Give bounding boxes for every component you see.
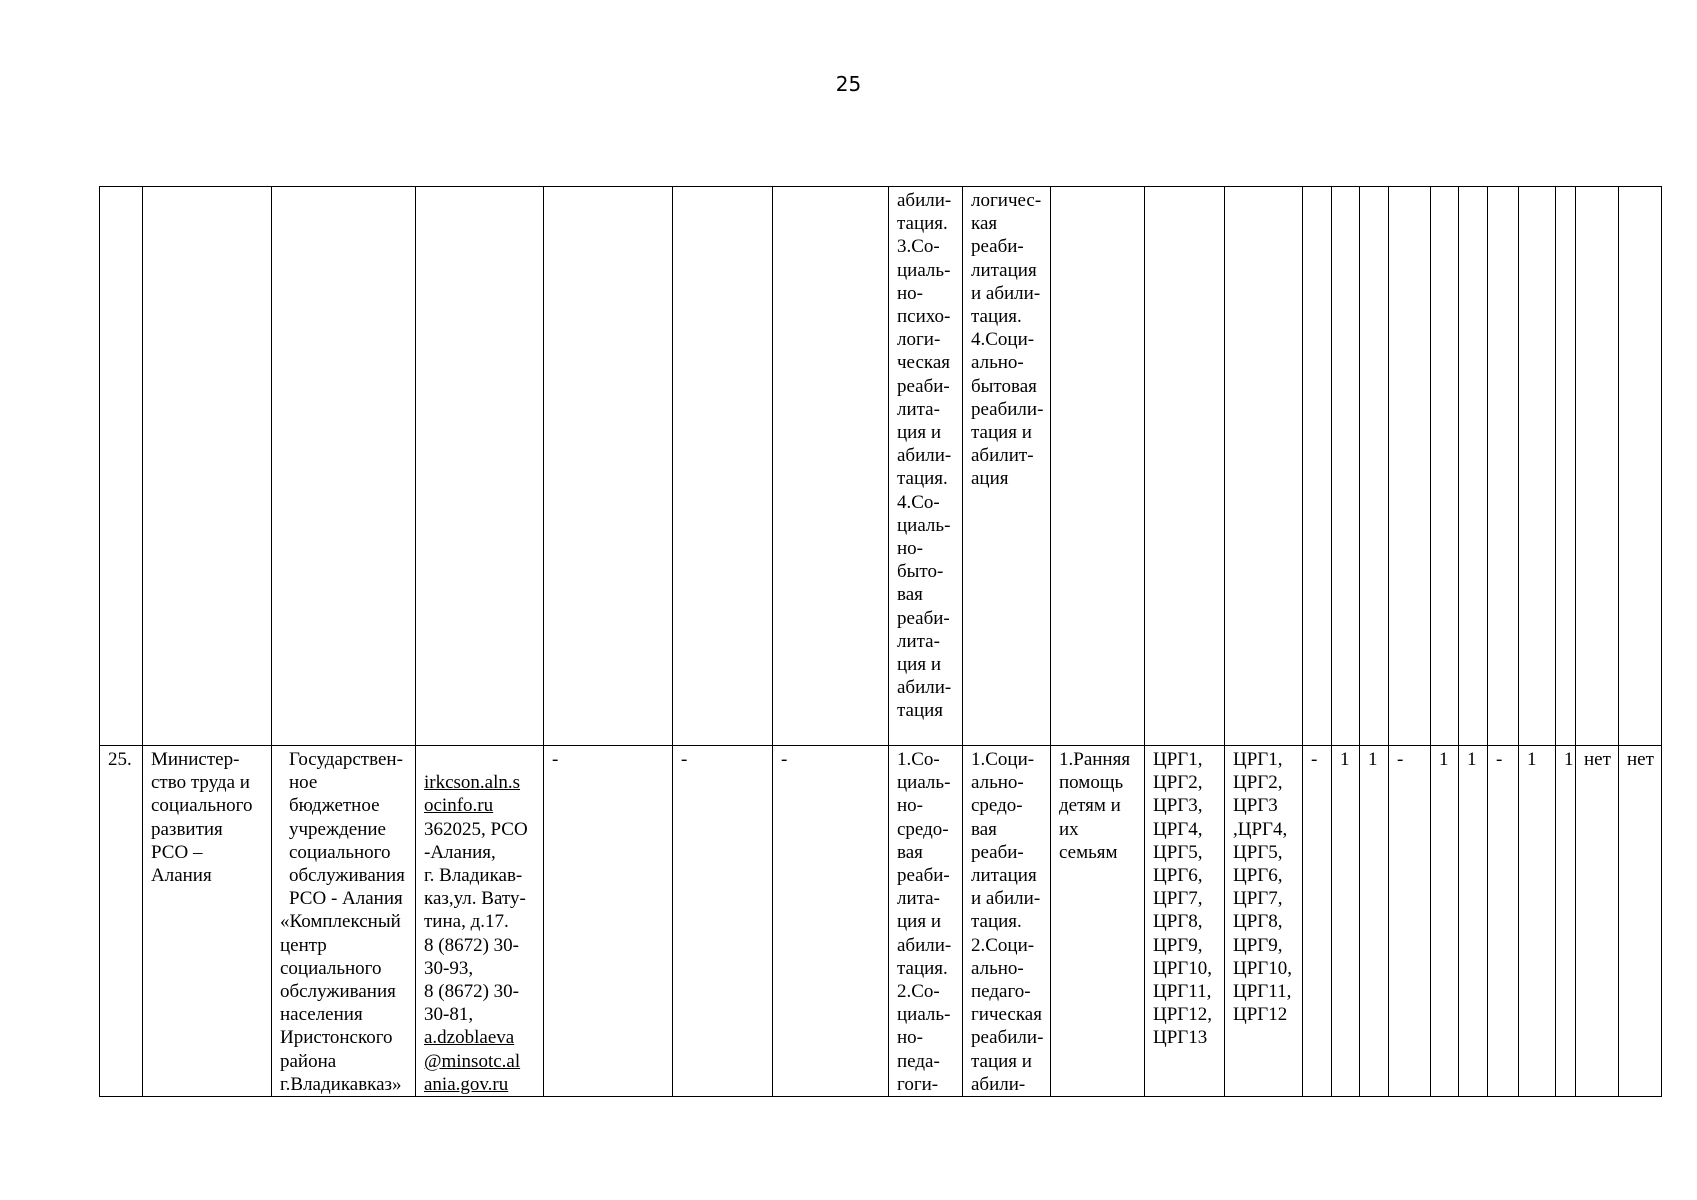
- cell-last2: нет: [1619, 746, 1662, 1097]
- cell-small: [1519, 187, 1556, 746]
- cell-last1: нет: [1576, 746, 1619, 1097]
- website-link[interactable]: irkcson.aln.s ocinfo.ru: [424, 772, 521, 817]
- cell-small: 1: [1332, 746, 1360, 1097]
- cell-small: [1389, 187, 1431, 746]
- cell-col10: [1051, 187, 1145, 746]
- cell-small: [1332, 187, 1360, 746]
- cell-small: 1: [1459, 746, 1488, 1097]
- cell-col9: 1.Соци- ально- средо- вая реаби- литация и абили- тация. 2.Соци- ально- педаго- гическая реабили- тация и абили-: [963, 746, 1051, 1097]
- cell-col5: -: [544, 746, 673, 1097]
- cell-ministry: [143, 187, 272, 746]
- institution-name: «Комплексный центр социального обслуживания населения Иристонского района г.Владикавказ»: [280, 911, 402, 1095]
- cell-small: -: [1389, 746, 1431, 1097]
- cell-contacts: [416, 187, 544, 746]
- cell-col11: ЦРГ1, ЦРГ2, ЦРГ3, ЦРГ4, ЦРГ5, ЦРГ6, ЦРГ7, ЦРГ8, ЦРГ9, ЦРГ10, ЦРГ11, ЦРГ12, ЦРГ13: [1145, 746, 1225, 1097]
- cell-col12: [1225, 187, 1303, 746]
- cell-col5: [544, 187, 673, 746]
- cell-last1: [1576, 187, 1619, 746]
- cell-col10: 1.Ранняя помощь детям и их семьям: [1051, 746, 1145, 1097]
- cell-number: 25.: [100, 746, 143, 1097]
- institution-type: Государствен- ное бюджетное учреждение социального обслуживания РСО - Алания: [289, 749, 405, 910]
- cell-col8: 1.Со- циаль- но- средо- вая реаби- лита- ция и абили- тация. 2.Со- циаль- но- педа- гоги-: [889, 746, 963, 1097]
- cell-col6: [673, 187, 773, 746]
- data-table: [99, 186, 1662, 1097]
- cell-small: 1: [1431, 746, 1459, 1097]
- cell-small: 1: [1556, 746, 1576, 1097]
- cell-col8: абили- тация. 3.Со- циаль- но- психо- логи- ческая реаби- лита- ция и абили- тация. 4.Со- циаль- но- быто- вая реаби- лита- ция и абили- тация: [889, 187, 963, 746]
- cell-contacts: [416, 746, 544, 1097]
- cell-col7: [773, 187, 889, 746]
- cell-small: 1: [1519, 746, 1556, 1097]
- cell-small: -: [1303, 746, 1332, 1097]
- cell-col9: логичес- кая реаби- литация и абили- тация. 4.Соци- ально- бытовая реабили- тация и абилит- ация: [963, 187, 1051, 746]
- cell-col6: -: [673, 746, 773, 1097]
- cell-small: 1: [1360, 746, 1389, 1097]
- cell-number: [100, 187, 143, 746]
- cell-small: -: [1488, 746, 1519, 1097]
- table-row: [100, 187, 1662, 746]
- page-number: 25: [835, 72, 862, 96]
- address-text: 362025, РСО -Алания, г. Владикав- каз,ул. Вату- тина, д.17. 8 (8672) 30- 30-93, 8 (8672) 30- 30-81,: [424, 818, 528, 1026]
- cell-institution: [272, 746, 416, 1097]
- cell-col12: ЦРГ1, ЦРГ2, ЦРГ3 ,ЦРГ4, ЦРГ5, ЦРГ6, ЦРГ7, ЦРГ8, ЦРГ9, ЦРГ10, ЦРГ11, ЦРГ12: [1225, 746, 1303, 1097]
- cell-small: [1488, 187, 1519, 746]
- cell-col7: -: [773, 746, 889, 1097]
- cell-small: [1303, 187, 1332, 746]
- cell-institution: [272, 187, 416, 746]
- cell-col11: [1145, 187, 1225, 746]
- cell-small: [1556, 187, 1576, 746]
- cell-small: [1431, 187, 1459, 746]
- cell-last2: [1619, 187, 1662, 746]
- cell-small: [1360, 187, 1389, 746]
- email-link[interactable]: a.dzoblaeva @minsotc.al ania.gov.ru: [424, 1027, 521, 1095]
- table-row: [100, 746, 1662, 1097]
- cell-ministry: Министер- ство труда и социального развития РСО – Алания: [143, 746, 272, 1097]
- cell-small: [1459, 187, 1488, 746]
